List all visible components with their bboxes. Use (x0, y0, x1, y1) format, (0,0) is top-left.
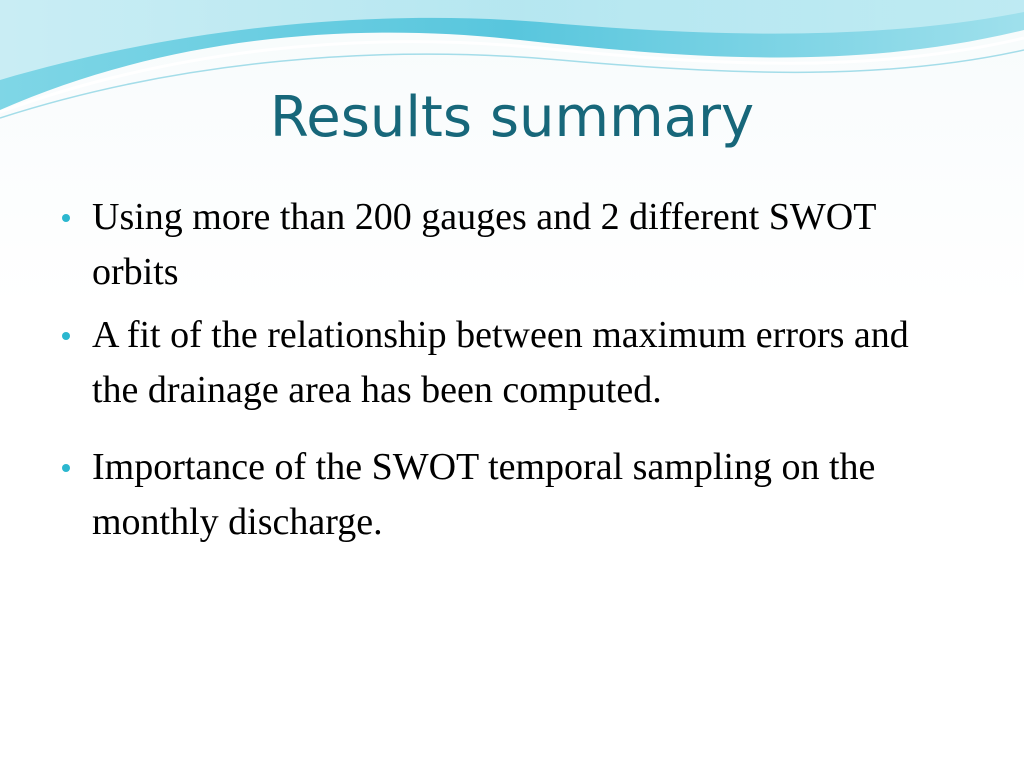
bullet-dot-icon (62, 464, 70, 472)
bullet-text: A fit of the relationship between maximum errors and the drainage area has been computed. (92, 314, 909, 411)
bullet-text: Using more than 200 gauges and 2 different SWOT orbits (92, 196, 876, 293)
bullet-item (60, 190, 960, 300)
bullet-list (60, 190, 960, 558)
bullet-dot-icon (62, 332, 70, 340)
slide-title: Results summary (269, 85, 755, 150)
bullet-item (60, 440, 960, 550)
bullet-text: Importance of the SWOT temporal sampling on the monthly discharge. (92, 446, 876, 543)
bullet-dot-icon (62, 214, 70, 222)
bullet-item (60, 308, 960, 418)
